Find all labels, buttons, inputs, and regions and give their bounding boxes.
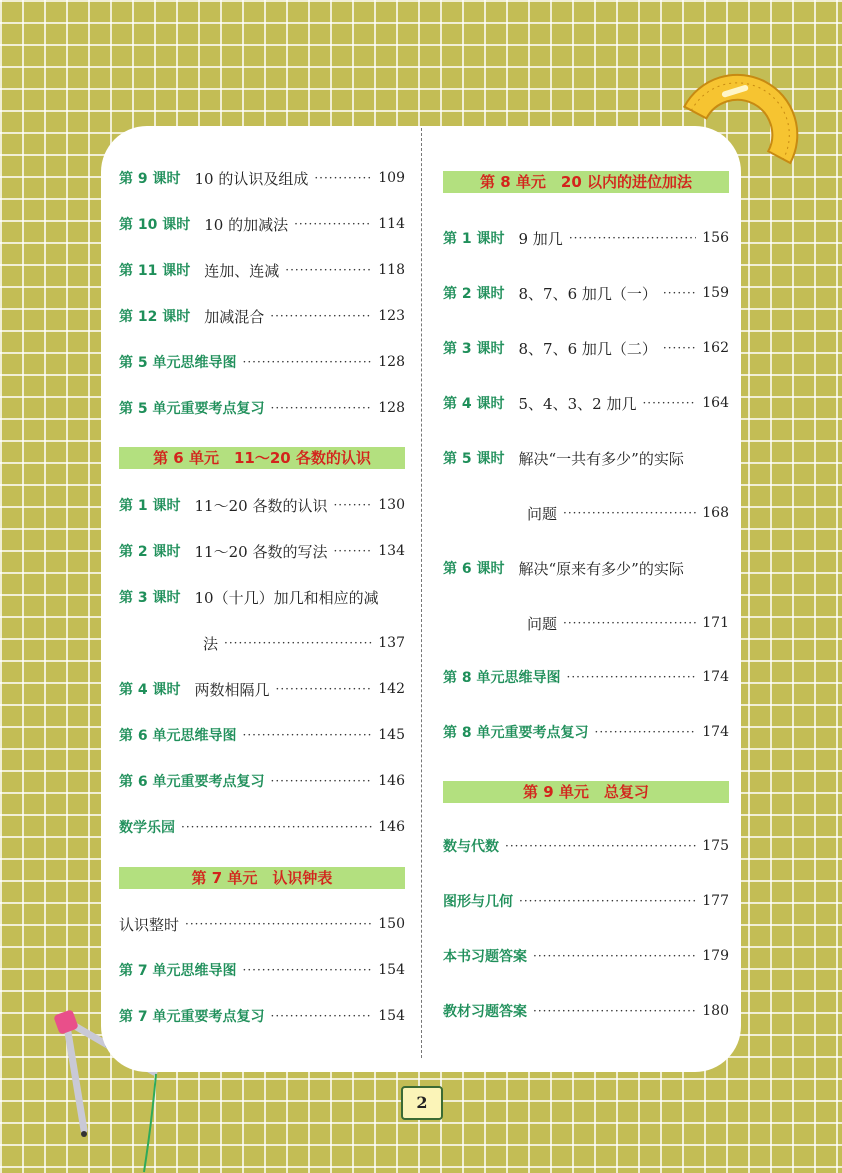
entry-label: 教材习题答案: [443, 1004, 527, 1020]
leader-dots: [533, 949, 696, 963]
toc-entry[interactable]: [443, 280, 729, 306]
entry-title: 问题: [527, 614, 558, 633]
page-ref: 145: [378, 727, 405, 743]
page-ref: 150: [378, 916, 405, 932]
entry-label: 第 2 课时: [119, 544, 181, 560]
page-ref: 174: [702, 669, 729, 685]
entry-label: 第 7 单元思维导图: [119, 963, 237, 979]
entry-title: 解决“一共有多少”的实际: [518, 449, 684, 468]
leader-dots: [663, 341, 696, 355]
entry-title: 5、4、3、2 加几: [518, 394, 637, 413]
page-ref: 109: [378, 170, 405, 186]
entry-title: 8、7、6 加几（一）: [518, 284, 657, 303]
toc-entry[interactable]: [119, 957, 405, 983]
entry-label: 第 8 单元重要考点复习: [443, 725, 589, 741]
entry-label: 第 3 课时: [119, 590, 181, 606]
leader-dots: [224, 636, 372, 650]
toc-entry[interactable]: [119, 676, 405, 702]
page-ref: 174: [702, 724, 729, 740]
toc-entry[interactable]: [119, 911, 405, 937]
entry-title: 两数相隔几: [194, 680, 270, 699]
page-ref: 134: [378, 543, 405, 559]
leader-dots: [314, 171, 372, 185]
toc-entry[interactable]: [443, 555, 729, 581]
leader-dots: [595, 725, 697, 739]
entry-label: 第 11 课时: [119, 263, 191, 279]
leader-dots: [185, 917, 372, 931]
entry-label: 数与代数: [443, 839, 499, 855]
page-ref: 179: [702, 948, 729, 964]
page-ref: 154: [378, 962, 405, 978]
page-ref: 168: [702, 505, 729, 521]
entry-label: 数学乐园: [119, 820, 175, 836]
leader-dots: [243, 728, 373, 742]
entry-title: 解决“原来有多少”的实际: [518, 559, 684, 578]
toc-entry[interactable]: [443, 610, 729, 636]
entry-label: 第 4 课时: [443, 396, 505, 412]
leader-dots: [519, 894, 696, 908]
page-number: 2: [401, 1086, 443, 1120]
page-ref: 164: [702, 395, 729, 411]
unit-heading: 第 8 单元 20 以内的进位加法: [443, 171, 729, 193]
toc-entry[interactable]: [443, 888, 729, 914]
toc-entry[interactable]: [119, 630, 405, 656]
leader-dots: [276, 682, 373, 696]
toc-entry[interactable]: [443, 225, 729, 251]
leader-dots: [243, 963, 373, 977]
toc-entry[interactable]: [119, 165, 405, 191]
leader-dots: [533, 1004, 696, 1018]
toc-entry[interactable]: [119, 722, 405, 748]
toc-entry[interactable]: [119, 814, 405, 840]
page-ref: 180: [702, 1003, 729, 1019]
leader-dots: [569, 231, 696, 245]
page-ref: 159: [702, 285, 729, 301]
entry-title: 10 的加减法: [204, 215, 289, 234]
entry-label: 第 8 单元思维导图: [443, 670, 561, 686]
leader-dots: [271, 401, 373, 415]
entry-title: 11～20 各数的认识: [194, 496, 328, 515]
leader-dots: [563, 506, 696, 520]
toc-entry[interactable]: [119, 492, 405, 518]
page-ref: 130: [378, 497, 405, 513]
entry-label: 第 6 单元思维导图: [119, 728, 237, 744]
leader-dots: [642, 396, 696, 410]
entry-title: 连加、连减: [204, 261, 280, 280]
column-divider: [421, 128, 422, 1058]
entry-title: 8、7、6 加几（二）: [518, 339, 657, 358]
page-ref: 177: [702, 893, 729, 909]
entry-label: 第 5 单元思维导图: [119, 355, 237, 371]
entry-title: 11～20 各数的写法: [194, 542, 328, 561]
leader-dots: [563, 616, 696, 630]
entry-label: 第 6 课时: [443, 561, 505, 577]
toc-entry[interactable]: [443, 943, 729, 969]
leader-dots: [243, 355, 373, 369]
toc-entry[interactable]: [443, 500, 729, 526]
entry-label: 图形与几何: [443, 894, 513, 910]
leader-dots: [271, 774, 373, 788]
entry-label: 第 5 课时: [443, 451, 505, 467]
leader-dots: [271, 1009, 373, 1023]
page-ref: 156: [702, 230, 729, 246]
page-ref: 128: [378, 354, 405, 370]
toc-entry[interactable]: [119, 303, 405, 329]
toc-entry[interactable]: [119, 257, 405, 283]
page-ref: 123: [378, 308, 405, 324]
entry-title: 法: [203, 634, 219, 653]
leader-dots: [333, 498, 372, 512]
entry-label: 第 6 单元重要考点复习: [119, 774, 265, 790]
page-ref: 175: [702, 838, 729, 854]
unit-heading: 第 9 单元 总复习: [443, 781, 729, 803]
page-ref: 128: [378, 400, 405, 416]
entry-title: 10（十几）加几和相应的减: [194, 588, 379, 607]
toc-entry[interactable]: [119, 349, 405, 375]
entry-label: 第 3 课时: [443, 341, 505, 357]
toc-entry[interactable]: [119, 211, 405, 237]
entry-title: 9 加几: [518, 229, 563, 248]
unit-heading: 第 7 单元 认识钟表: [119, 867, 405, 889]
unit-heading: 第 6 单元 11～20 各数的认识: [119, 447, 405, 469]
entry-label: 第 7 单元重要考点复习: [119, 1009, 265, 1025]
page-ref: 142: [378, 681, 405, 697]
page-ref: 146: [378, 819, 405, 835]
toc-entry[interactable]: [119, 395, 405, 421]
toc-entry[interactable]: [443, 664, 729, 690]
toc-entry[interactable]: [119, 538, 405, 564]
toc-entry[interactable]: [443, 719, 729, 745]
leader-dots: [181, 820, 372, 834]
leader-dots: [663, 286, 696, 300]
page-ref: 154: [378, 1008, 405, 1024]
toc-entry[interactable]: [119, 768, 405, 794]
page-ref: 162: [702, 340, 729, 356]
toc-entry[interactable]: [119, 1003, 405, 1029]
toc-entry[interactable]: [443, 445, 729, 471]
entry-label: 第 1 课时: [443, 231, 505, 247]
entry-title: 10 的认识及组成: [194, 169, 309, 188]
leader-dots: [567, 670, 697, 684]
entry-title: 加减混合: [204, 307, 265, 326]
leader-dots: [333, 544, 372, 558]
entry-label: 第 1 课时: [119, 498, 181, 514]
page-ref: 171: [702, 615, 729, 631]
toc-entry[interactable]: [443, 833, 729, 859]
toc-entry[interactable]: [443, 390, 729, 416]
page-ref: 146: [378, 773, 405, 789]
toc-entry[interactable]: [443, 998, 729, 1024]
entry-label: 第 9 课时: [119, 171, 181, 187]
entry-label: 第 12 课时: [119, 309, 191, 325]
leader-dots: [505, 839, 696, 853]
entry-label: 本书习题答案: [443, 949, 527, 965]
entry-title: 问题: [527, 504, 558, 523]
entry-label: 第 2 课时: [443, 286, 505, 302]
page-ref: 137: [378, 635, 405, 651]
toc-entry[interactable]: [443, 335, 729, 361]
entry-label: 第 5 单元重要考点复习: [119, 401, 265, 417]
leader-dots: [294, 217, 372, 231]
entry-label: 第 10 课时: [119, 217, 191, 233]
page-ref: 114: [378, 216, 405, 232]
entry-label: 第 4 课时: [119, 682, 181, 698]
toc-entry[interactable]: [119, 584, 405, 610]
entry-title: 认识整时: [119, 915, 180, 934]
page-ref: 118: [378, 262, 405, 278]
leader-dots: [270, 309, 372, 323]
leader-dots: [285, 263, 372, 277]
